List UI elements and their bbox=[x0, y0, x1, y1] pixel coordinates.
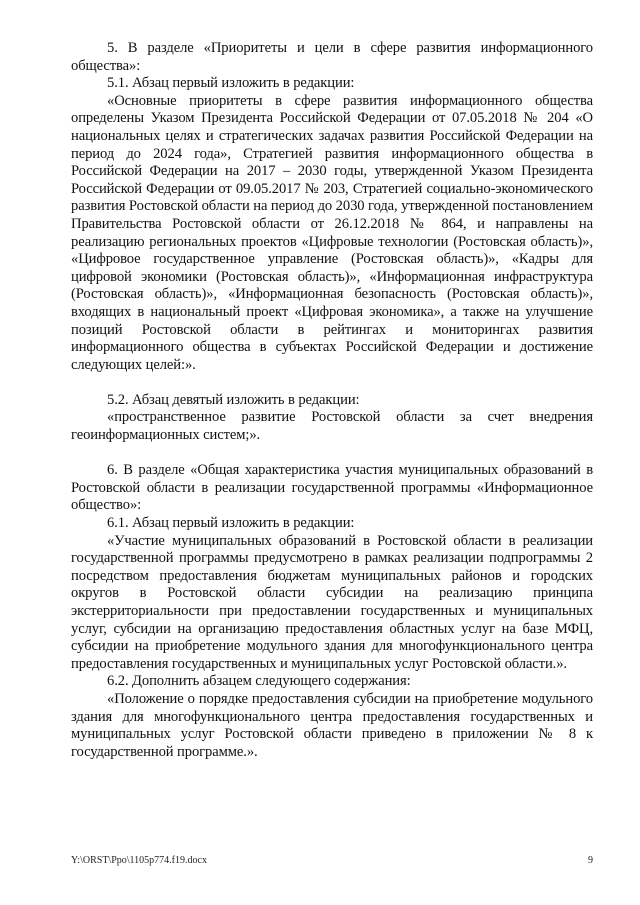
paragraph-5-2-quote: «пространственное развитие Ростовской области за счет внедрения геоинформационных систем;». bbox=[71, 409, 593, 444]
paragraph-6-2-instruction: 6.2. Дополнить абзацем следующего содержания: bbox=[107, 673, 411, 690]
paragraph-5-1-quote: «Основные приоритеты в сфере развития информационного общества определены Указом Президента Российской Федерации от 07.05.2018 № 204 «О национальных целях и стратегических задачах развития Российской Федерации на период до 2024 года», Стратегией развития информационного общества в Российской Федерации на 2017 – 2030 годы, утвержденной Указом Президента Российской Федерации от 09.05.2017 № 203, Стратегией социально-экономического развития Ростовской области на период до 2030 года, утвержденной постановлением Правительства Ростовской области от 26.12.2018 № 864, и направлены на реализацию региональных проектов «Цифровые технологии (Ростовская область)», «Цифровое государственное управление (Ростовская область)», «Кадры для цифровой экономики (Ростовская область)», «Информационная инфраструктура (Ростовская область)», «Информационная безопасность (Ростовская область)», входящих в национальный проект «Цифровая экономика», а также на улучшение позиций Ростовской области в рейтингах и мониторингах развития информационного общества в субъектах Российской Федерации и достижение следующих целей:». bbox=[71, 92, 593, 373]
paragraph-5-2-instruction: 5.2. Абзац девятый изложить в редакции: bbox=[107, 391, 360, 408]
paragraph-6-1-instruction: 6.1. Абзац первый изложить в редакции: bbox=[107, 515, 355, 532]
footer-file-path: Y:\ORST\Ppo\1105p774.f19.docx bbox=[71, 855, 207, 866]
paragraph-section-6-heading: 6. В разделе «Общая характеристика участия муниципальных образований в Ростовской области в реализации государственной программы «Информационное общество»: bbox=[71, 462, 593, 514]
document-body bbox=[71, 40, 593, 761]
paragraph-6-2-quote: «Положение о порядке предоставления субсидии на приобретение модульного здания для многофункционального центра предоставления государственных и муниципальных услуг Ростовской области приведено в приложении № 8 к государственной программе.». bbox=[71, 690, 593, 760]
paragraph-6-1-quote: «Участие муниципальных образований в Ростовской области в реализации государственной программы предусмотрено в рамках реализации подпрограммы 2 посредством предоставления бюджетам муниципальных районов и городских округов в Ростовской области субсидии на реализацию принципа экстерриториальности при предоставлении государственных и муниципальных услуг, субсидии на организацию предоставления областных услуг на базе МФЦ, субсидии на приобретение модульного здания для многофункционального центра предоставления государственных и муниципальных услуг Ростовской области.». bbox=[71, 532, 593, 672]
footer-page-number: 9 bbox=[588, 855, 593, 866]
paragraph-section-5-heading: 5. В разделе «Приоритеты и цели в сфере развития информационного общества»: bbox=[71, 40, 593, 74]
paragraph-5-1-instruction: 5.1. Абзац первый изложить в редакции: bbox=[107, 75, 355, 92]
